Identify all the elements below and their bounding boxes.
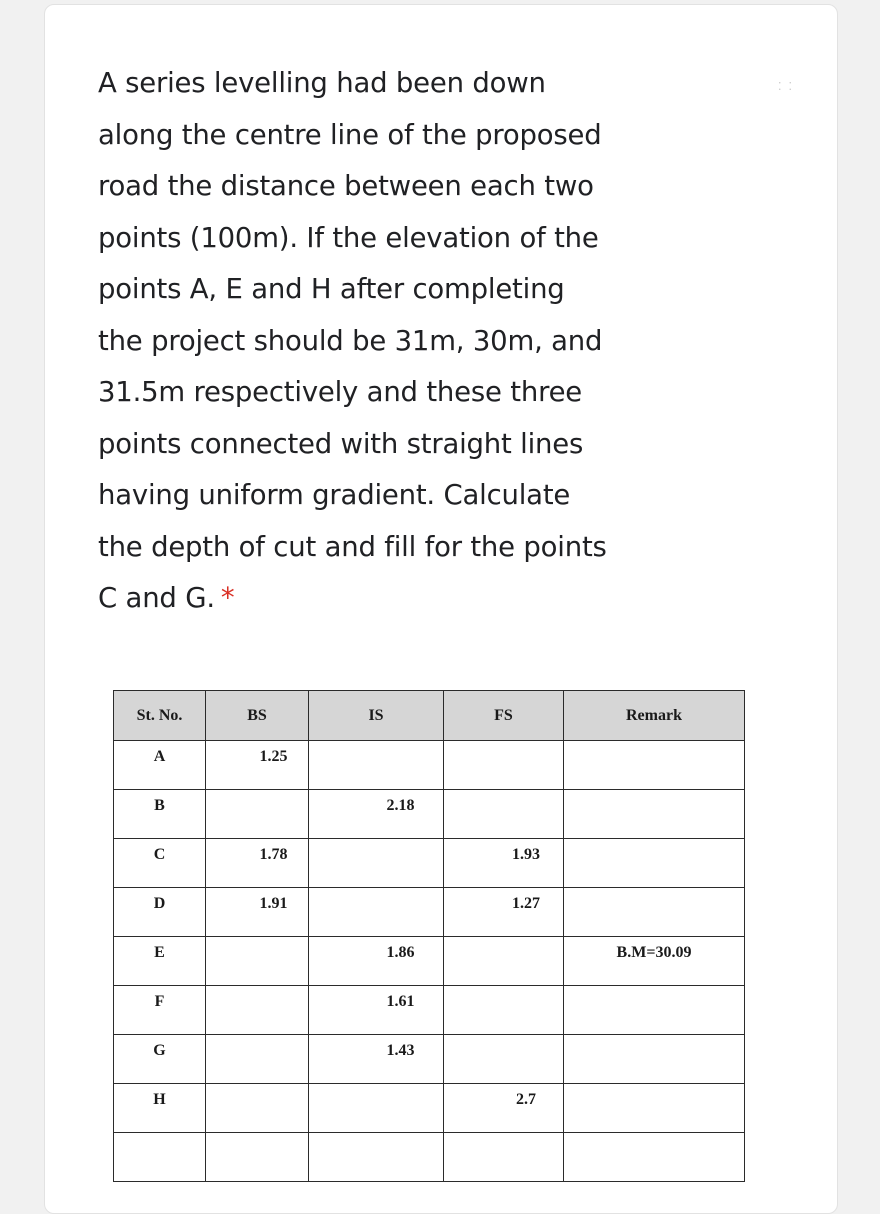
cell-is-text: 1.86 (386, 944, 415, 961)
cell-fs-text: 1.93 (512, 846, 540, 863)
cell-fs (444, 1084, 564, 1133)
cell-station (114, 888, 206, 937)
required-asterisk: * (220, 582, 235, 614)
cell-bs (206, 1084, 309, 1133)
cell-is-text: 2.18 (386, 797, 415, 814)
cell-bs (206, 937, 309, 986)
cell-remark (564, 790, 745, 839)
table-body (114, 741, 745, 1182)
cell-is (309, 1035, 444, 1084)
faint-marks: ⁚ ⁚ (778, 81, 795, 93)
table-row (114, 741, 745, 790)
table-row (114, 790, 745, 839)
cell-fs (444, 888, 564, 937)
header-is: IS (309, 691, 444, 741)
question-line: points A, E and H after completing (98, 273, 565, 305)
cell-bs (206, 1035, 309, 1084)
table-header-row (114, 691, 745, 741)
question-line: points (100m). If the elevation of the (98, 221, 599, 254)
cell-bs-text: 1.25 (259, 748, 288, 765)
cell-is (309, 986, 444, 1035)
question-line: points connected with straight lines (98, 427, 584, 460)
table-row (114, 1035, 745, 1084)
table-row (114, 937, 745, 986)
table-row (114, 888, 745, 937)
cell-station (114, 839, 206, 888)
question-line-last (98, 573, 698, 625)
cell-bs (206, 888, 309, 937)
cell-is (309, 1084, 444, 1133)
cell-remark (564, 1084, 745, 1133)
question-line: 31.5m respectively and these three (98, 376, 583, 408)
cell-remark (564, 937, 745, 986)
table-row (114, 1133, 745, 1182)
cell-remark (564, 839, 745, 888)
question-line: A series levelling had been down (98, 67, 546, 99)
header-remark: Remark (564, 691, 745, 741)
cell-fs (444, 839, 564, 888)
question-line: the project should be 31m, 30m, and (98, 324, 603, 357)
cell-fs (444, 741, 564, 790)
question-line: along the centre line of the proposed (98, 118, 602, 151)
cell-is (309, 839, 444, 888)
cell-bs (206, 839, 309, 888)
cell-station-text: F (154, 993, 165, 1010)
table-row (114, 839, 745, 888)
cell-station-text: D (153, 895, 166, 912)
header-bs: BS (206, 691, 309, 741)
cell-station-text: B (154, 797, 165, 814)
cell-remark (564, 741, 745, 790)
cell-fs-text: 2.7 (516, 1091, 536, 1108)
cell-station-text: A (153, 748, 166, 765)
cell-fs (444, 790, 564, 839)
cell-station (114, 937, 206, 986)
levelling-table (113, 690, 745, 1182)
cell-station (114, 741, 206, 790)
header-st-no: St. No. (114, 691, 206, 741)
cell-is (309, 888, 444, 937)
cell-fs (444, 986, 564, 1035)
cell-station-text: G (153, 1042, 166, 1059)
question-line: having uniform gradient. Calculate (98, 479, 571, 511)
question-line-text: C and G. (98, 582, 215, 614)
cell-bs-text: 1.78 (259, 846, 288, 863)
cell-is-text: 1.61 (386, 993, 415, 1010)
question-text (98, 58, 698, 625)
question-line: the depth of cut and fill for the points (98, 530, 607, 563)
cell-is-text: 1.43 (386, 1042, 415, 1059)
cell-is (309, 937, 444, 986)
header-fs: FS (444, 691, 564, 741)
cell-fs-text: 1.27 (512, 895, 540, 912)
cell-remark (564, 888, 745, 937)
cell-fs (444, 1035, 564, 1084)
cell-station-text: E (154, 944, 165, 961)
cell-bs-text: 1.91 (259, 895, 288, 912)
cell-station-text: H (153, 1091, 166, 1108)
cell-fs (444, 937, 564, 986)
question-line: road the distance between each two (98, 170, 594, 202)
cell-remark (564, 1133, 745, 1182)
cell-station (114, 1035, 206, 1084)
cell-is (309, 1133, 444, 1182)
cell-bs (206, 1133, 309, 1182)
table-row (114, 986, 745, 1035)
cell-station (114, 790, 206, 839)
cell-bs (206, 741, 309, 790)
cell-is (309, 790, 444, 839)
cell-fs (444, 1133, 564, 1182)
cell-bs (206, 986, 309, 1035)
cell-remark-text: B.M=30.09 (616, 944, 692, 961)
cell-remark (564, 986, 745, 1035)
table-row (114, 1084, 745, 1133)
cell-station (114, 1084, 206, 1133)
cell-station (114, 986, 206, 1035)
cell-station-text: C (153, 846, 166, 863)
cell-remark (564, 1035, 745, 1084)
cell-bs (206, 790, 309, 839)
cell-is (309, 741, 444, 790)
cell-station (114, 1133, 206, 1182)
